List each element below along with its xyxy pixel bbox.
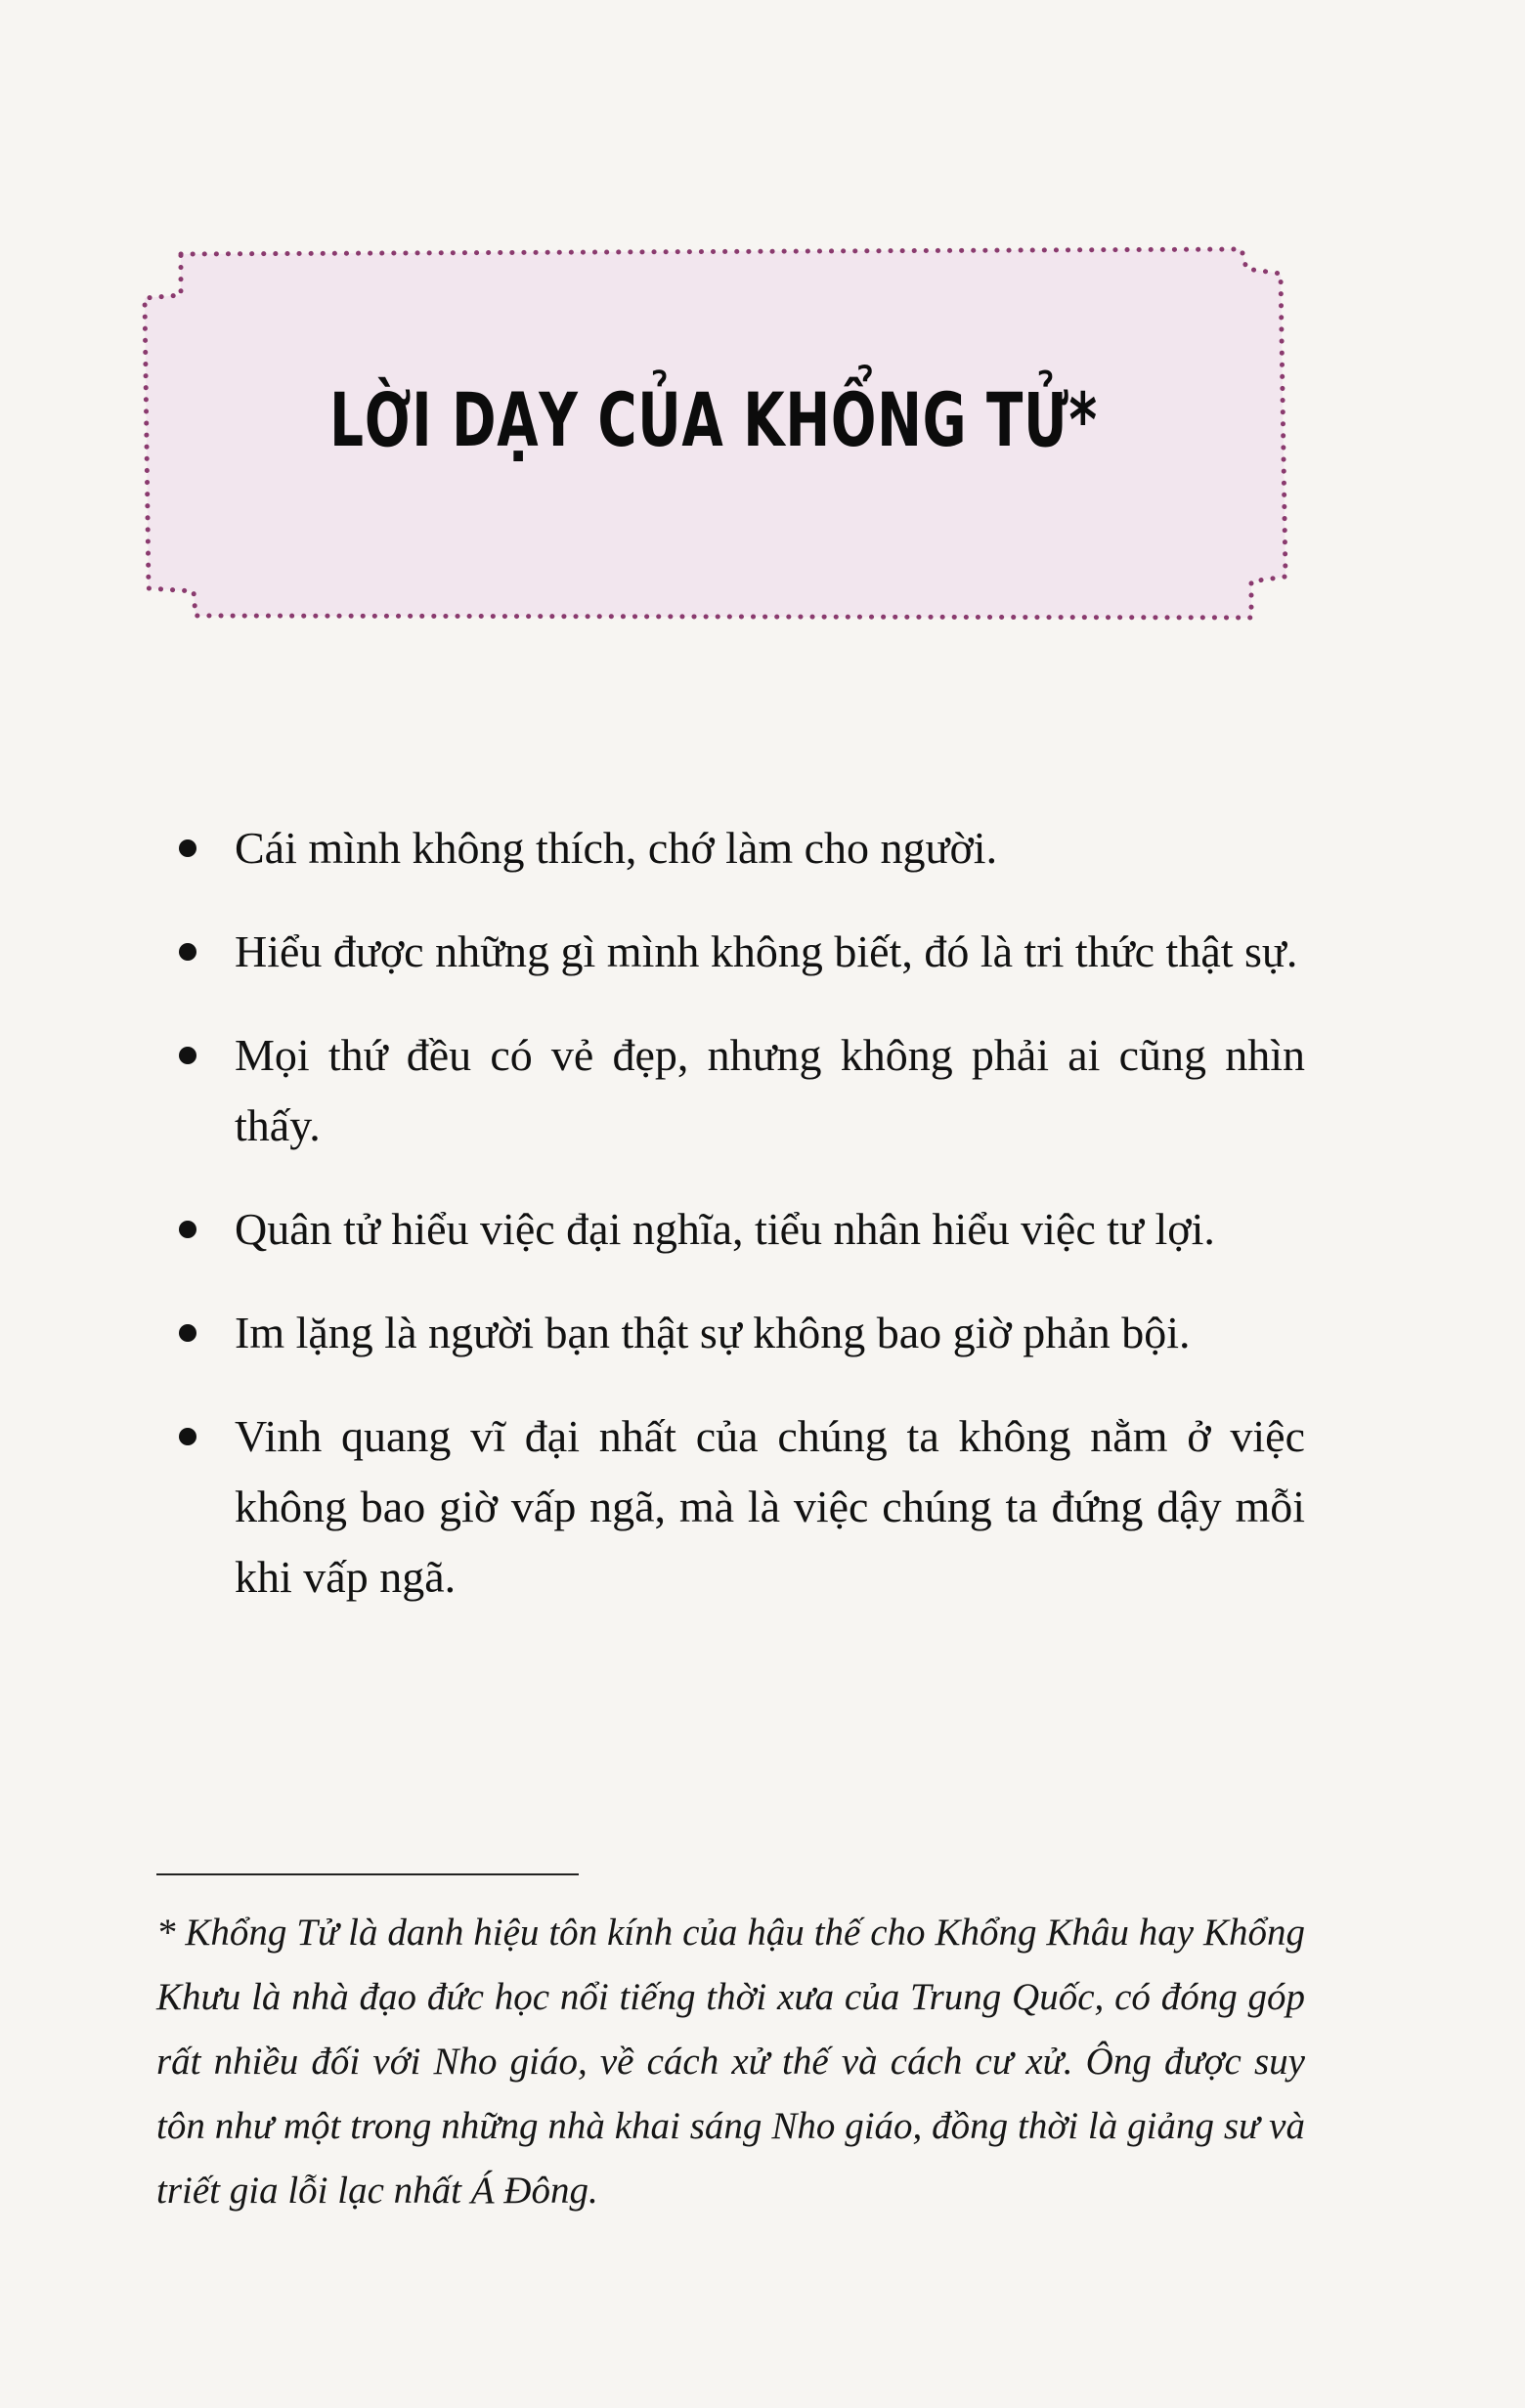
bullet-dot-icon: [179, 1428, 196, 1445]
list-item-text: Im lặng là người bạn thật sự không bao giờ phản bội.: [235, 1308, 1191, 1357]
bullet-dot-icon: [179, 1047, 196, 1064]
list-item-text: Quân tử hiểu việc đại nghĩa, tiểu nhân hiểu việc tư lợi.: [235, 1204, 1215, 1254]
bullet-dot-icon: [179, 943, 196, 961]
footnote: * Khổng Tử là danh hiệu tôn kính của hậu thế cho Khổng Khâu hay Khổng Khưu là nhà đạo đức học nổi tiếng thời xưa của Trung Quốc, có đóng góp rất nhiều đối với Nho giáo, về cách xử thế và cách cư xử. Ông được suy tôn như một trong những nhà khai sáng Nho giáo, đồng thời là giảng sư và triết gia lỗi lạc nhất Á Đông.: [156, 1912, 1305, 2212]
list-item-text: Vinh quang vĩ đại nhất của chúng ta không nằm ở việc không bao giờ vấp ngã, mà là việc chúng ta đứng dậy mỗi khi vấp ngã.: [235, 1411, 1305, 1602]
list-item: [171, 1401, 1305, 1612]
list-item: [171, 1020, 1305, 1161]
footnote-divider: [156, 1873, 579, 1875]
list-item: [171, 917, 1305, 987]
list-item-text: Cái mình không thích, chớ làm cho người.: [235, 823, 998, 873]
list-item: [171, 1298, 1305, 1368]
bullet-dot-icon: [179, 1324, 196, 1342]
list-item-text: Hiểu được những gì mình không biết, đó là tri thức thật sự.: [235, 926, 1298, 976]
list-item-text: Mọi thứ đều có vẻ đẹp, nhưng không phải ai cũng nhìn thấy.: [235, 1030, 1305, 1150]
list-item: [171, 1194, 1305, 1265]
bullet-dot-icon: [179, 839, 196, 857]
title-box: [127, 244, 1300, 625]
teachings-list: [171, 813, 1305, 1646]
chapter-title: LỜI DẠY CỦA KHỔNG TỬ*: [329, 376, 1098, 463]
list-item: [171, 813, 1305, 883]
bullet-dot-icon: [179, 1221, 196, 1238]
